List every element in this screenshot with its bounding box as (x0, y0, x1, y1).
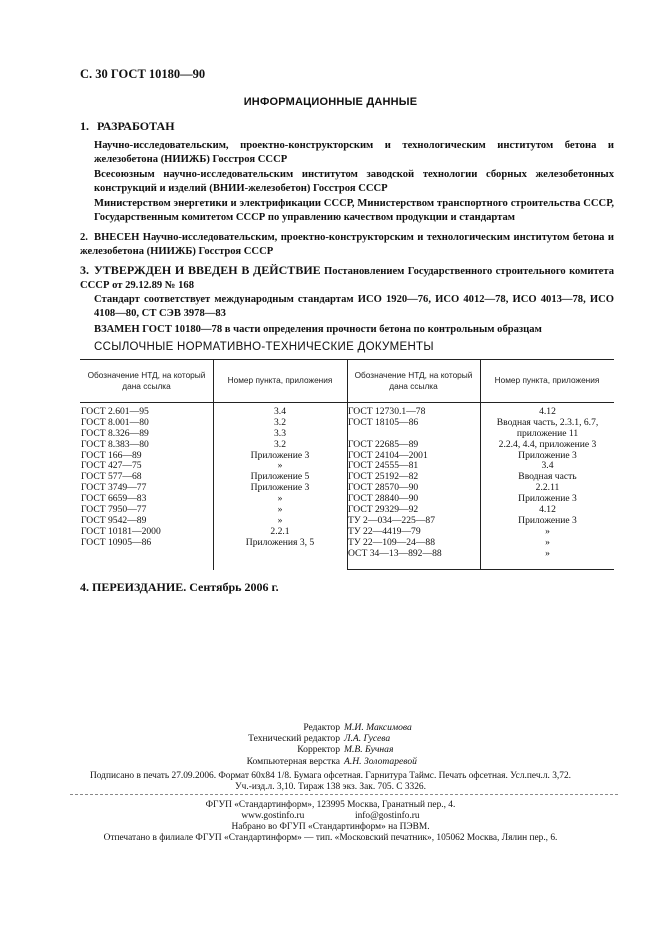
table-cell: ТУ 2—034—225—87 (348, 514, 436, 526)
credit-role: Технический редактор (248, 733, 340, 745)
table-header-doc: Обозначение НТД, на который дана ссылка (87, 370, 206, 391)
table-cell: Приложение 3 (518, 493, 577, 505)
left-docs-column (81, 407, 211, 549)
table-cell: Приложение 3 (250, 482, 310, 494)
credit-role: Корректор (297, 744, 340, 756)
replaces-note: ВЗАМЕН ГОСТ 10180—78 в части определения прочности бетона по контрольным образцам (94, 324, 542, 335)
table-cell: ГОСТ 29329—92 (348, 504, 419, 516)
table-cell: » (277, 493, 283, 505)
table-cell: ГОСТ 28570—90 (348, 482, 419, 494)
table-cell: ОСТ 34—13—892—88 (348, 547, 442, 559)
table-cell: Вводная часть, 2.3.1, 6.7, (496, 416, 599, 428)
table-cell: Приложение 5 (250, 471, 310, 483)
section-3-number: 3. (80, 263, 89, 277)
table-cell: 3.4 (274, 406, 286, 417)
table-cell: » (277, 504, 283, 516)
table-cell: Приложение 3 (518, 514, 577, 526)
table-cell: ГОСТ 8.001—80 (81, 416, 149, 428)
right-items-column (481, 407, 614, 559)
publishing-line: Подписано в печать 27.09.2006. Формат 60х84 1/8. Бумага офсетная. Гарнитура Таймс. Печать офсетная. Усл.печ.л. 3,72. (89, 771, 571, 781)
table-cell: ГОСТ 18105—86 (348, 416, 419, 428)
table-cell: ГОСТ 9542—89 (81, 514, 147, 526)
standards-compliance: Стандарт соответствует международным стандартам ИСО 1920—76, ИСО 4012—78, ИСО 4013—78, ИСО 4108—80, СТ СЭВ 3978—83 (94, 294, 614, 319)
publishing-line: Уч.-изд.л. 3,10. Тираж 138 экз. Зак. 705. С 3326. (235, 782, 426, 792)
table-cell: ГОСТ 28840—90 (348, 493, 419, 505)
table-cell: 3.4 (541, 460, 554, 472)
left-items-column (214, 407, 346, 549)
publisher-contacts (0, 811, 661, 822)
section-1-label: РАЗРАБОТАН (97, 119, 175, 133)
section-1-paragraph: Министерством энергетики и электрификации СССР, Министерством транспортного строительства СССР, Государственным комитетом СССР по управлению качеством продукции и стандартам (94, 198, 614, 223)
table-cell: ГОСТ 12730.1—78 (348, 406, 426, 417)
table-cell: ГОСТ 577—68 (81, 471, 142, 483)
section-3 (80, 263, 614, 293)
section-3-lead: УТВЕРЖДЕН И ВВЕДЕН В ДЕЙСТВИЕ (94, 263, 321, 277)
section-4-number: 4. (80, 580, 89, 594)
table-cell: 3.2 (274, 416, 286, 428)
table-cell: ТУ 22—109—24—88 (348, 536, 436, 548)
table-cell: ГОСТ 10905—86 (81, 536, 152, 548)
publishing-info (0, 771, 661, 793)
right-docs-column (348, 407, 478, 559)
table-cell: 4.12 (539, 406, 556, 417)
table-cell: приложение 11 (516, 427, 579, 439)
table-cell: ГОСТ 8.383—80 (81, 438, 149, 450)
table-cell: 2.2.11 (535, 482, 560, 494)
table-cell: » (277, 460, 283, 472)
publisher-footer (0, 800, 661, 844)
table-header-item: Номер пункта, приложения (227, 375, 333, 385)
table-cell: ГОСТ 22685—89 (348, 438, 419, 450)
credit-name: Л.А. Гусева (344, 733, 391, 745)
table-cell: 3.3 (274, 427, 286, 439)
credit-role: Редактор (303, 722, 340, 733)
table-cell: ГОСТ 427—75 (81, 460, 142, 472)
table-header-doc: Обозначение НТД, на который дана ссылка (354, 370, 473, 391)
section-1-paragraph: Научно-исследовательским, проектно-конструкторским и технологическим институтом бетона и железобетона (НИИЖБ) Госстроя СССР (94, 140, 614, 165)
table-cell: ГОСТ 24104—2001 (348, 449, 428, 461)
typesetting-note: Набрано во ФГУП «Стандартинформ» на ПЭВМ. (231, 822, 430, 832)
publisher-email: info@gostinfo.ru (355, 811, 420, 821)
page-header: С. 30 ГОСТ 10180—90 (80, 67, 206, 81)
table-header-item: Номер пункта, приложения (494, 375, 600, 385)
table-cell: Приложение 3 (250, 449, 310, 461)
section-2-number: 2. (80, 232, 88, 243)
credits-block (0, 722, 661, 767)
references-title: ССЫЛОЧНЫЕ НОРМАТИВНО-ТЕХНИЧЕСКИЕ ДОКУМЕНТЫ (94, 341, 434, 353)
table-cell: » (277, 514, 283, 526)
credit-name: А.Н. Золотаревой (344, 755, 417, 767)
credit-row (0, 733, 661, 744)
section-4-text: ПЕРЕИЗДАНИЕ. Сентябрь 2006 г. (92, 580, 279, 594)
section-2 (80, 231, 614, 259)
section-1-number: 1. (80, 119, 89, 133)
table-cell: » (545, 547, 550, 559)
table-cell: 4.12 (539, 504, 556, 516)
divider (70, 794, 618, 795)
table-cell: Приложения 3, 5 (245, 536, 315, 548)
credit-name: М.В. Бучная (344, 744, 394, 756)
credit-row (0, 756, 661, 767)
table-cell: ГОСТ 7950—77 (81, 504, 147, 516)
table-cell: ГОСТ 24555—81 (348, 460, 419, 472)
section-3-text: Постановлением Государственного строительного комитета СССР от 29.12.89 № 168 (80, 266, 614, 291)
page-title: ИНФОРМАЦИОННЫЕ ДАННЫЕ (243, 96, 418, 108)
table-cell: ГОСТ 25192—82 (348, 471, 419, 483)
table-cell: ГОСТ 10181—2000 (81, 525, 161, 537)
table-cell: ГОСТ 8.326—89 (81, 427, 149, 439)
printing-note: Отпечатано в филиале ФГУП «Стандартинформ» — тип. «Московский печатник», 105062 Москва, Лялин пер., 6. (103, 833, 558, 843)
table-cell: » (545, 525, 550, 537)
section-1-heading (80, 119, 175, 134)
table-cell: 2.2.1 (270, 525, 290, 537)
table-cell: 3.2 (274, 438, 286, 450)
table-cell: » (545, 536, 550, 548)
publisher-website: www.gostinfo.ru (241, 811, 305, 821)
credit-row (0, 722, 661, 733)
table-cell: ГОСТ 166—89 (81, 449, 142, 461)
table-cell: ГОСТ 6659—83 (81, 493, 147, 505)
table-cell: ТУ 22—4419—79 (348, 525, 421, 537)
section-1-paragraph: Всесоюзным научно-исследовательским институтом заводской технологии сборных железобетонных конструкций и изделий (ВНИИ-железобетон) Госстроя СССР (94, 169, 614, 194)
table-cell: ГОСТ 3749—77 (81, 482, 147, 494)
publisher-address: ФГУП «Стандартинформ», 123995 Москва, Гранатный пер., 4. (205, 800, 456, 810)
table-cell: Приложение 3 (518, 449, 577, 461)
references-table (80, 359, 614, 570)
section-2-text: ВНЕСЕН Научно-исследовательским, проектно-конструкторским и технологическим институтом бетона и железобетона (НИИЖБ) Госстроя СССР (80, 232, 614, 257)
credit-row (0, 744, 661, 755)
credit-name: М.И. Максимова (344, 722, 412, 733)
table-cell: ГОСТ 2.601—95 (81, 406, 149, 417)
table-cell: 2.2.4, 4.4, приложение 3 (498, 438, 597, 450)
table-cell: Вводная часть (518, 471, 577, 483)
credit-role: Компьютерная верстка (246, 755, 340, 767)
section-4 (80, 580, 279, 595)
